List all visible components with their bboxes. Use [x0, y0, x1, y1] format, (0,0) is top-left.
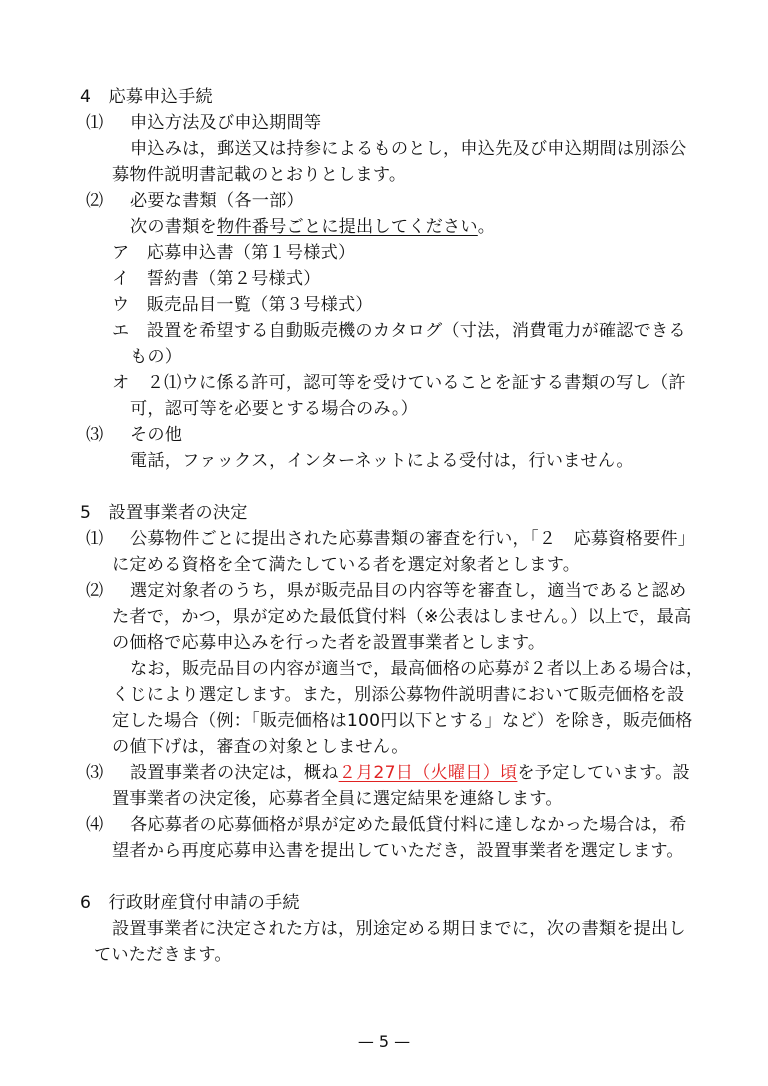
document-list-item-i: イ 誓約書（第２号様式） [112, 269, 321, 289]
intro-text-end: 。 [477, 217, 496, 237]
decision-text-end: を予定しています。設 [517, 763, 690, 783]
intro-underlined-text: 物件番号ごとに提出してください [216, 217, 478, 237]
document-list-item-e: エ 設置を希望する自動販売機のカタログ（寸法，消費電力が確認できる [112, 321, 686, 341]
item-5-4-text-line: 各応募者の応募価格が県が定めた最低貸付料に達しなかった場合は，希 [130, 815, 687, 835]
decision-date-highlight: ２月27日（火曜日）頃 [338, 763, 518, 783]
item-4-1-number: ⑴ [86, 113, 104, 133]
item-5-2-number: ⑵ [86, 581, 104, 601]
intro-text: 次の書類を [130, 217, 217, 237]
item-5-1-text-line: 公募物件ごとに提出された応募書類の審査を行い，「２ 応募資格要件」 [130, 529, 696, 549]
item-4-1-text-line: 申込みは，郵送又は持参によるものとし，申込先及び申込期間は別添公 [130, 139, 687, 159]
section-6-text-line: 設置事業者に決定された方は，別途定める期日までに，次の書類を提出し [112, 919, 686, 939]
section-5-heading: 5 設置事業者の決定 [80, 503, 248, 523]
document-list-item-o: オ ２⑴ウに係る許可，認可等を受けていることを証する書類の写し（許 [112, 373, 686, 393]
item-4-3-text-line: 電話，ファックス，インターネットによる受付は，行いません。 [130, 451, 634, 471]
item-4-1-title: 申込方法及び申込期間等 [130, 113, 322, 133]
document-list-item-a: ア 応募申込書（第１号様式） [112, 243, 356, 263]
section-6-text-line: ていただきます。 [94, 945, 232, 965]
page-number: — 5 — [357, 1032, 411, 1051]
section-6-heading: 6 行政財産貸付申請の手続 [80, 893, 300, 913]
document-list-item-u: ウ 販売品目一覧（第３号様式） [112, 295, 373, 315]
item-5-2-text-line: た者で，かつ，県が定めた最低貸付料（※公表はしません。）以上で，最高 [112, 607, 692, 627]
item-5-3-text-line: 置事業者の決定後，応募者全員に選定結果を連絡します。 [112, 789, 563, 809]
item-4-2-number: ⑵ [86, 191, 104, 211]
document-list-item-e-cont: もの） [130, 347, 183, 367]
item-5-3-number: ⑶ [86, 763, 104, 783]
item-4-3-title: その他 [130, 425, 183, 445]
item-5-2-text-line: の値下げは，審査の対象としません。 [112, 737, 409, 757]
item-5-2-text-line: 定した場合（例：「販売価格は100円以下とする」など）を除き，販売価格 [112, 711, 693, 731]
item-5-1-text-line: に定める資格を全て満たしている者を選定対象者とします。 [112, 555, 581, 575]
item-5-2-text-line: 選定対象者のうち，県が販売品目の内容等を審査し，適当であると認め [130, 581, 687, 601]
item-4-3-number: ⑶ [86, 425, 104, 445]
item-5-2-text-line: の価格で応募申込みを行った者を設置事業者とします。 [112, 633, 546, 653]
section-4-heading: 4 応募申込手続 [80, 87, 213, 107]
item-5-2-text-line: くじにより選定します。また，別添公募物件説明書において販売価格を設 [112, 685, 685, 705]
item-5-4-number: ⑷ [86, 815, 104, 835]
item-4-2-intro [130, 214, 495, 240]
item-5-4-text-line: 望者から再度応募申込書を提出していただき，設置事業者を選定します。 [112, 841, 684, 861]
item-5-2-text-line: なお，販売品目の内容が適当で，最高価格の応募が２者以上ある場合は， [130, 659, 704, 679]
item-4-1-text-line: 募物件説明書記載のとおりとします。 [112, 165, 407, 185]
document-list-item-o-cont: 可，認可等を必要とする場合のみ。） [130, 399, 419, 419]
decision-text: 設置事業者の決定は，概ね [130, 763, 339, 783]
item-5-3-text-line [130, 760, 690, 786]
item-4-2-title: 必要な書類（各一部） [130, 191, 304, 211]
item-5-1-number: ⑴ [86, 529, 104, 549]
